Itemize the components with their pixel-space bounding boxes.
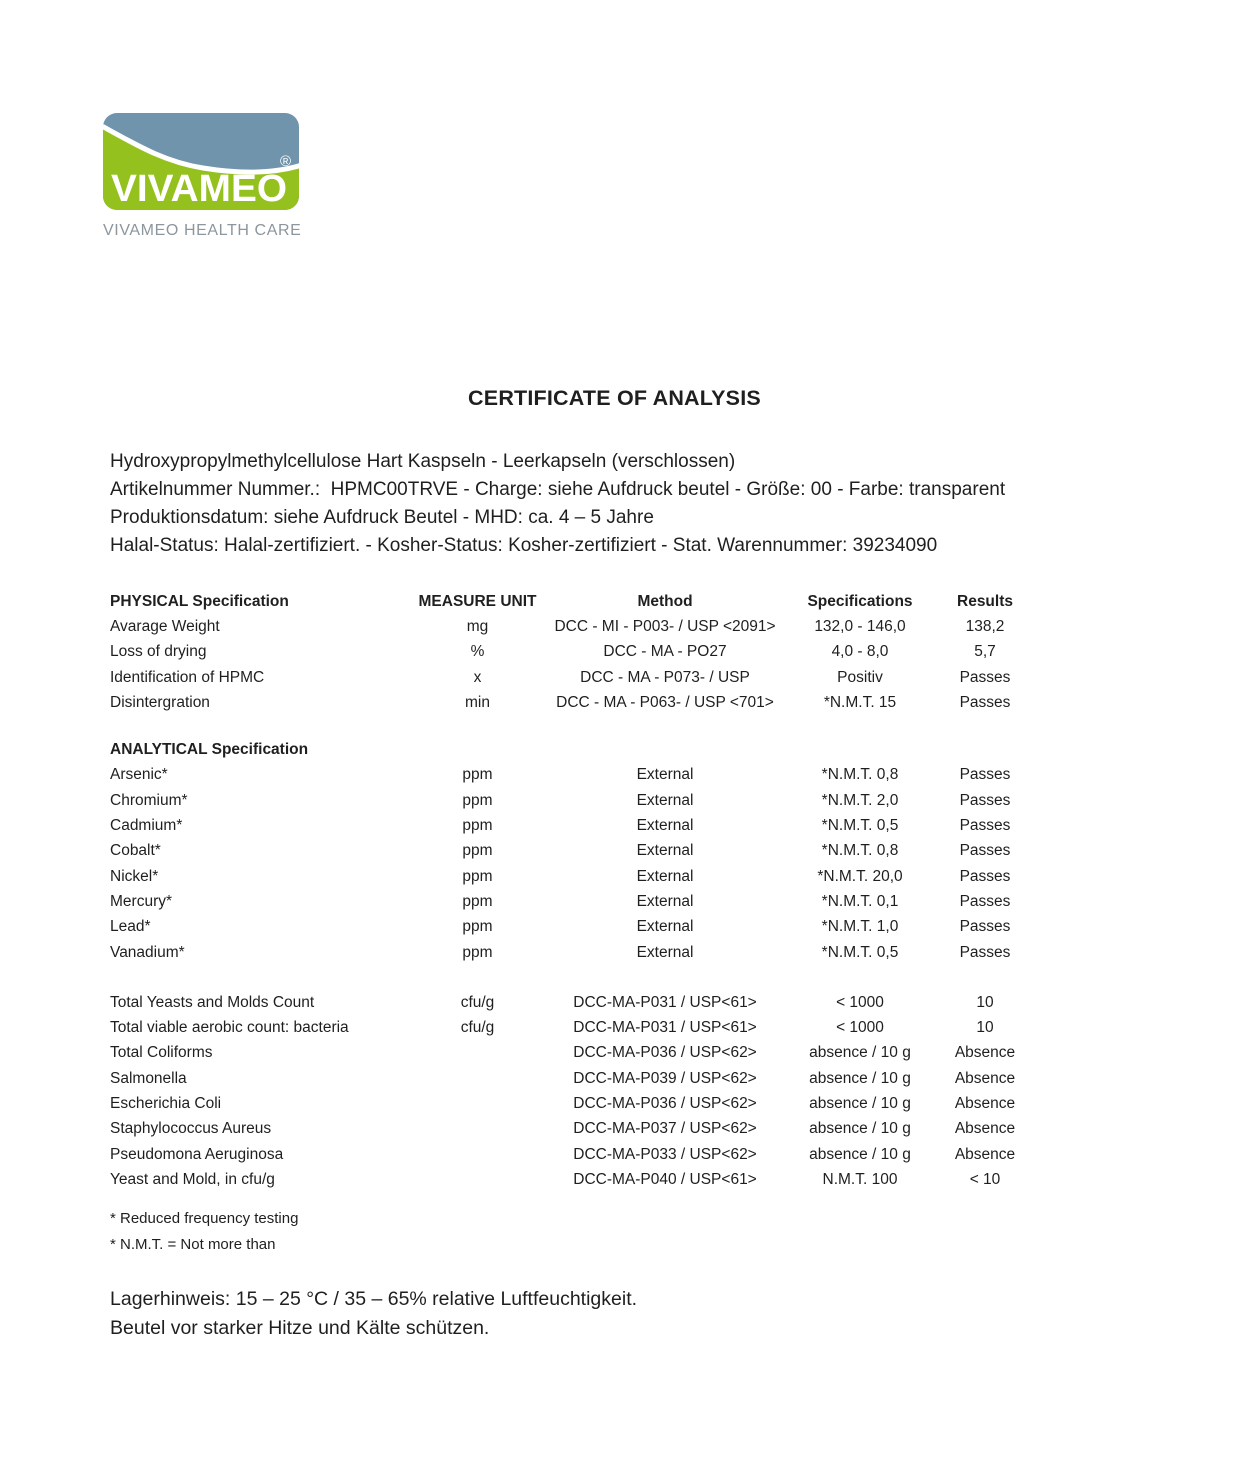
table-cell-spec: *N.M.T. 0,5 xyxy=(821,943,899,961)
footnote-nmt-definition: * N.M.T. = Not more than xyxy=(110,1236,276,1253)
table-cell-result: Absence xyxy=(954,1145,1016,1163)
table-cell-spec: *N.M.T. 0,8 xyxy=(821,766,899,784)
table-cell-name: Avarage Weight xyxy=(110,617,220,635)
table-cell-unit: mg xyxy=(466,617,489,635)
table-cell-result: Passes xyxy=(959,918,1011,936)
document-title: CERTIFICATE OF ANALYSIS xyxy=(468,386,761,410)
analytical-rows xyxy=(110,763,1035,965)
table-row xyxy=(110,763,1035,788)
column-header-physical-specification: PHYSICAL Specification xyxy=(110,592,289,610)
analytical-section-heading-row xyxy=(110,737,1035,762)
table-cell-name: Pseudomona Aeruginosa xyxy=(110,1145,284,1163)
table-cell-result: 5,7 xyxy=(974,643,996,661)
registered-trademark-icon: ® xyxy=(280,153,292,170)
column-header-method: Method xyxy=(637,592,693,610)
table-cell-unit: cfu/g xyxy=(460,993,495,1011)
table-cell-unit: x xyxy=(473,668,482,686)
logo-brand-text: VIVAMEO xyxy=(111,168,287,210)
table-cell-method: DCC-MA-P039 / USP<62> xyxy=(573,1069,757,1087)
table-cell-result: Absence xyxy=(954,1120,1016,1138)
table-cell-method: DCC-MA-P033 / USP<62> xyxy=(573,1145,757,1163)
table-cell-unit: ppm xyxy=(462,892,493,910)
vivameo-logo xyxy=(103,113,303,240)
storage-conditions-line: Lagerhinweis: 15 – 25 °C / 35 – 65% relative Luftfeuchtigkeit. xyxy=(110,1288,638,1310)
table-row xyxy=(110,1167,1035,1192)
table-row xyxy=(110,788,1035,813)
microbiological-rows xyxy=(110,990,1035,1192)
table-cell-result: Passes xyxy=(959,791,1011,809)
table-cell-name: Total viable aerobic count: bacteria xyxy=(110,1019,349,1037)
table-cell-unit: ppm xyxy=(462,791,493,809)
product-name-line: Hydroxypropylmethylcellulose Hart Kaspseln - Leerkapseln (verschlossen) xyxy=(110,451,736,472)
table-cell-unit: ppm xyxy=(462,817,493,835)
table-header-row xyxy=(110,589,1035,614)
table-cell-spec: absence / 10 g xyxy=(809,1120,911,1138)
table-cell-method: External xyxy=(636,791,694,809)
table-cell-result: Passes xyxy=(959,867,1011,885)
table-cell-name: Nickel* xyxy=(110,867,159,885)
table-cell-unit: ppm xyxy=(462,766,493,784)
table-cell-result: < 10 xyxy=(969,1170,1001,1188)
table-cell-result: 10 xyxy=(976,1019,994,1037)
table-cell-result: Passes xyxy=(959,766,1011,784)
table-cell-spec: absence / 10 g xyxy=(809,1044,911,1062)
table-row xyxy=(110,940,1035,965)
section-gap xyxy=(110,715,1035,737)
table-row xyxy=(110,1117,1035,1142)
table-cell-name: Total Coliforms xyxy=(110,1044,213,1062)
table-cell-result: Absence xyxy=(954,1069,1016,1087)
table-cell-method: External xyxy=(636,766,694,784)
table-row xyxy=(110,1142,1035,1167)
table-cell-spec: < 1000 xyxy=(836,993,884,1011)
column-header-specifications: Specifications xyxy=(807,592,913,610)
table-cell-spec: < 1000 xyxy=(836,1019,884,1037)
table-cell-name: Yeast and Mold, in cfu/g xyxy=(110,1170,275,1188)
table-cell-spec: 132,0 - 146,0 xyxy=(814,617,906,635)
production-date-line: Produktionsdatum: siehe Aufdruck Beutel - MHD: ca. 4 – 5 Jahre xyxy=(110,507,654,528)
table-cell-unit: % xyxy=(470,643,485,661)
storage-note xyxy=(110,1285,637,1343)
table-cell-result: Absence xyxy=(954,1044,1016,1062)
table-cell-spec: *N.M.T. 0,1 xyxy=(821,892,899,910)
table-cell-method: External xyxy=(636,817,694,835)
table-cell-spec: absence / 10 g xyxy=(809,1069,911,1087)
storage-protection-line: Beutel vor starker Hitze und Kälte schützen. xyxy=(110,1317,490,1339)
table-row xyxy=(110,1015,1035,1040)
table-cell-method: DCC - MA - P063- / USP <701> xyxy=(556,693,774,711)
table-cell-spec: *N.M.T. 0,5 xyxy=(821,817,899,835)
footnotes xyxy=(110,1206,298,1258)
table-cell-unit: min xyxy=(465,693,490,711)
table-cell-method: DCC - MA - PO27 xyxy=(603,643,727,661)
table-cell-method: External xyxy=(636,867,694,885)
halal-kosher-line: Halal-Status: Halal-zertifiziert. - Kosher-Status: Kosher-zertifiziert - Stat. Warennummer: 39234090 xyxy=(110,535,938,556)
table-row xyxy=(110,813,1035,838)
footnote-reduced-frequency: * Reduced frequency testing xyxy=(110,1210,299,1227)
vivameo-logo-graphic xyxy=(103,113,299,210)
table-cell-method: External xyxy=(636,943,694,961)
table-cell-method: DCC-MA-P037 / USP<62> xyxy=(573,1120,757,1138)
table-cell-name: Cadmium* xyxy=(110,817,183,835)
table-cell-spec: *N.M.T. 0,8 xyxy=(821,842,899,860)
table-cell-result: Passes xyxy=(959,892,1011,910)
table-cell-method: DCC-MA-P031 / USP<61> xyxy=(573,993,757,1011)
table-cell-result: Passes xyxy=(959,943,1011,961)
specification-table xyxy=(110,589,1035,1193)
table-cell-unit: ppm xyxy=(462,943,493,961)
table-row xyxy=(110,640,1035,665)
table-cell-name: Vanadium* xyxy=(110,943,185,961)
table-cell-result: 10 xyxy=(976,993,994,1011)
table-cell-spec: absence / 10 g xyxy=(809,1145,911,1163)
table-cell-result: Passes xyxy=(959,693,1011,711)
table-cell-spec: *N.M.T. 20,0 xyxy=(817,867,903,885)
table-cell-spec: N.M.T. 100 xyxy=(822,1170,898,1188)
table-cell-result: Absence xyxy=(954,1094,1016,1112)
table-row xyxy=(110,614,1035,639)
table-cell-unit: cfu/g xyxy=(460,1019,495,1037)
table-cell-name: Cobalt* xyxy=(110,842,161,860)
table-cell-unit: ppm xyxy=(462,842,493,860)
table-cell-name: Identification of HPMC xyxy=(110,668,265,686)
table-cell-method: DCC-MA-P031 / USP<61> xyxy=(573,1019,757,1037)
table-cell-method: DCC-MA-P036 / USP<62> xyxy=(573,1094,757,1112)
table-cell-method: DCC - MA - P073- / USP xyxy=(580,668,750,686)
table-cell-name: Loss of drying xyxy=(110,643,207,661)
table-row xyxy=(110,864,1035,889)
table-row xyxy=(110,665,1035,690)
section-gap xyxy=(110,965,1035,990)
physical-rows xyxy=(110,614,1035,715)
table-cell-result: Passes xyxy=(959,668,1011,686)
table-cell-spec: *N.M.T. 2,0 xyxy=(821,791,899,809)
table-cell-name: Disintergration xyxy=(110,693,210,711)
table-row xyxy=(110,1041,1035,1066)
table-cell-result: Passes xyxy=(959,817,1011,835)
product-info xyxy=(110,448,1005,560)
table-row xyxy=(110,889,1035,914)
table-cell-method: External xyxy=(636,918,694,936)
table-cell-name: Arsenic* xyxy=(110,766,168,784)
table-cell-unit: ppm xyxy=(462,867,493,885)
table-cell-name: Staphylococcus Aureus xyxy=(110,1120,272,1138)
table-cell-name: Salmonella xyxy=(110,1069,187,1087)
table-row xyxy=(110,839,1035,864)
logo-tagline: VIVAMEO HEALTH CARE xyxy=(103,222,302,239)
column-header-results: Results xyxy=(957,592,1013,610)
table-cell-spec: *N.M.T. 15 xyxy=(823,693,897,711)
table-row xyxy=(110,1091,1035,1116)
table-cell-spec: *N.M.T. 1,0 xyxy=(821,918,899,936)
table-cell-method: DCC - MI - P003- / USP <2091> xyxy=(554,617,776,635)
table-cell-spec: absence / 10 g xyxy=(809,1094,911,1112)
table-cell-spec: Positiv xyxy=(837,668,883,686)
table-cell-name: Total Yeasts and Molds Count xyxy=(110,993,315,1011)
table-row xyxy=(110,1066,1035,1091)
table-cell-method: External xyxy=(636,842,694,860)
table-cell-name: Chromium* xyxy=(110,791,188,809)
table-cell-name: Escherichia Coli xyxy=(110,1094,222,1112)
column-header-measure-unit: MEASURE UNIT xyxy=(418,592,537,610)
table-cell-result: Passes xyxy=(959,842,1011,860)
table-cell-unit: ppm xyxy=(462,918,493,936)
article-number-line: Artikelnummer Nummer.: HPMC00TRVE - Charge: siehe Aufdruck beutel - Größe: 00 - Farbe: transparent xyxy=(110,479,1006,500)
table-cell-method: DCC-MA-P036 / USP<62> xyxy=(573,1044,757,1062)
table-row xyxy=(110,915,1035,940)
table-cell-method: DCC-MA-P040 / USP<61> xyxy=(573,1170,757,1188)
table-cell-result: 138,2 xyxy=(965,617,1005,635)
table-cell-method: External xyxy=(636,892,694,910)
table-cell-name: Mercury* xyxy=(110,892,173,910)
table-cell-spec: 4,0 - 8,0 xyxy=(831,643,889,661)
analytical-section-heading: ANALYTICAL Specification xyxy=(110,741,309,759)
table-row xyxy=(110,990,1035,1015)
table-row xyxy=(110,690,1035,715)
table-cell-name: Lead* xyxy=(110,918,151,936)
